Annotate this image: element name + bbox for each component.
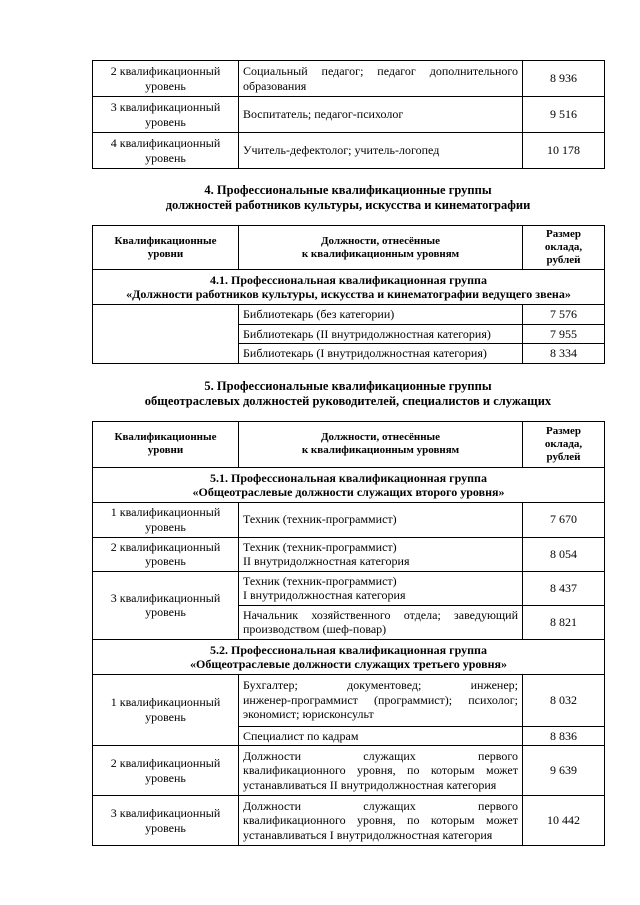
- table-row: [93, 796, 605, 846]
- salary-cell: 8 437: [523, 571, 605, 605]
- position-cell: Техник (техник-программист) II внутридолжностная категория: [239, 537, 523, 571]
- level-cell: 3 квалификационный уровень: [93, 796, 239, 846]
- level-cell: 1 квалификационный уровень: [93, 674, 239, 746]
- level-cell: 2 квалификационный уровень: [93, 61, 239, 97]
- position-cell: Библиотекарь (без категории): [239, 305, 523, 325]
- position-cell: Социальный педагог; педагог дополнительного образования: [239, 61, 523, 97]
- salary-cell: 10 442: [523, 796, 605, 846]
- section-4-title: 4. Профессиональные квалификационные группы должностей работников культуры, искусства и кинематографии: [165, 183, 531, 212]
- position-cell: Учитель-дефектолог; учитель-логопед: [239, 133, 523, 169]
- table-header-row: [93, 226, 605, 270]
- table-row: [93, 502, 605, 537]
- table-row: [93, 97, 605, 133]
- header-positions: Должности, отнесённые к квалификационным уровням: [239, 421, 523, 467]
- level-cell: 2 квалификационный уровень: [93, 537, 239, 571]
- table-row: [93, 674, 605, 726]
- document-page: [92, 60, 604, 846]
- table-row: [93, 537, 605, 571]
- salary-cell: 10 178: [523, 133, 605, 169]
- table-row: [93, 571, 605, 605]
- salary-cell: 8 836: [523, 726, 605, 746]
- position-cell: Специалист по кадрам: [239, 726, 523, 746]
- table-row: [93, 305, 605, 325]
- table-general: [92, 421, 605, 847]
- level-cell: 1 квалификационный уровень: [93, 502, 239, 537]
- salary-cell: 7 670: [523, 502, 605, 537]
- position-cell: Начальник хозяйственного отдела; заведующий производством (шеф-повар): [239, 605, 523, 639]
- position-cell: Бухгалтер; документовед; инженер; инженер-программист (программист); психолог; экономист; юрисконсульт: [239, 674, 523, 726]
- table-row: [93, 61, 605, 97]
- position-cell: Техник (техник-программист) I внутридолжностная категория: [239, 571, 523, 605]
- group-4-1-title: 4.1. Профессиональная квалификационная группа «Должности работников культуры, искусства и кинематографии ведущего звена»: [93, 270, 605, 305]
- level-cell: 3 квалификационный уровень: [93, 97, 239, 133]
- salary-cell: 8 936: [523, 61, 605, 97]
- group-title-row: [93, 467, 605, 502]
- table-pedagogical-continued: [92, 60, 605, 169]
- table-row: [93, 133, 605, 169]
- group-title-row: [93, 270, 605, 305]
- level-cell: 3 квалификационный уровень: [93, 571, 239, 639]
- position-cell: Воспитатель; педагог-психолог: [239, 97, 523, 133]
- group-5-1-title: 5.1. Профессиональная квалификационная группа «Общеотраслевые должности служащих второго уровня»: [93, 467, 605, 502]
- table-row: [93, 746, 605, 796]
- table-culture: [92, 225, 605, 364]
- group-title-row: [93, 639, 605, 674]
- salary-cell: 9 639: [523, 746, 605, 796]
- position-cell: Должности служащих первого квалификационного уровня, по которым может устанавливаться I внутридолжностная категория: [239, 796, 523, 846]
- position-cell: Должности служащих первого квалификационного уровня, по которым может устанавливаться II внутридолжностная категория: [239, 746, 523, 796]
- salary-cell: 8 054: [523, 537, 605, 571]
- header-levels: Квалификационные уровни: [93, 226, 239, 270]
- position-cell: Библиотекарь (I внутридолжностная категория): [239, 344, 523, 364]
- salary-cell: 8 334: [523, 344, 605, 364]
- table-header-row: [93, 421, 605, 467]
- header-levels: Квалификационные уровни: [93, 421, 239, 467]
- group-5-2-title: 5.2. Профессиональная квалификационная группа «Общеотраслевые должности служащих третьего уровня»: [93, 639, 605, 674]
- salary-cell: 9 516: [523, 97, 605, 133]
- salary-cell: 8 821: [523, 605, 605, 639]
- header-salary: Размер оклада, рублей: [523, 421, 605, 467]
- salary-cell: 7 576: [523, 305, 605, 325]
- level-cell: 2 квалификационный уровень: [93, 746, 239, 796]
- level-cell-empty: [93, 305, 239, 364]
- header-positions: Должности, отнесённые к квалификационным уровням: [239, 226, 523, 270]
- position-cell: Библиотекарь (II внутридолжностная категория): [239, 324, 523, 344]
- header-salary: Размер оклада, рублей: [523, 226, 605, 270]
- level-cell: 4 квалификационный уровень: [93, 133, 239, 169]
- position-cell: Техник (техник-программист): [239, 502, 523, 537]
- section-5-title: 5. Профессиональные квалификационные группы общеотраслевых должностей руководителей, специалистов и служащих: [144, 378, 552, 408]
- salary-cell: 7 955: [523, 324, 605, 344]
- salary-cell: 8 032: [523, 674, 605, 726]
